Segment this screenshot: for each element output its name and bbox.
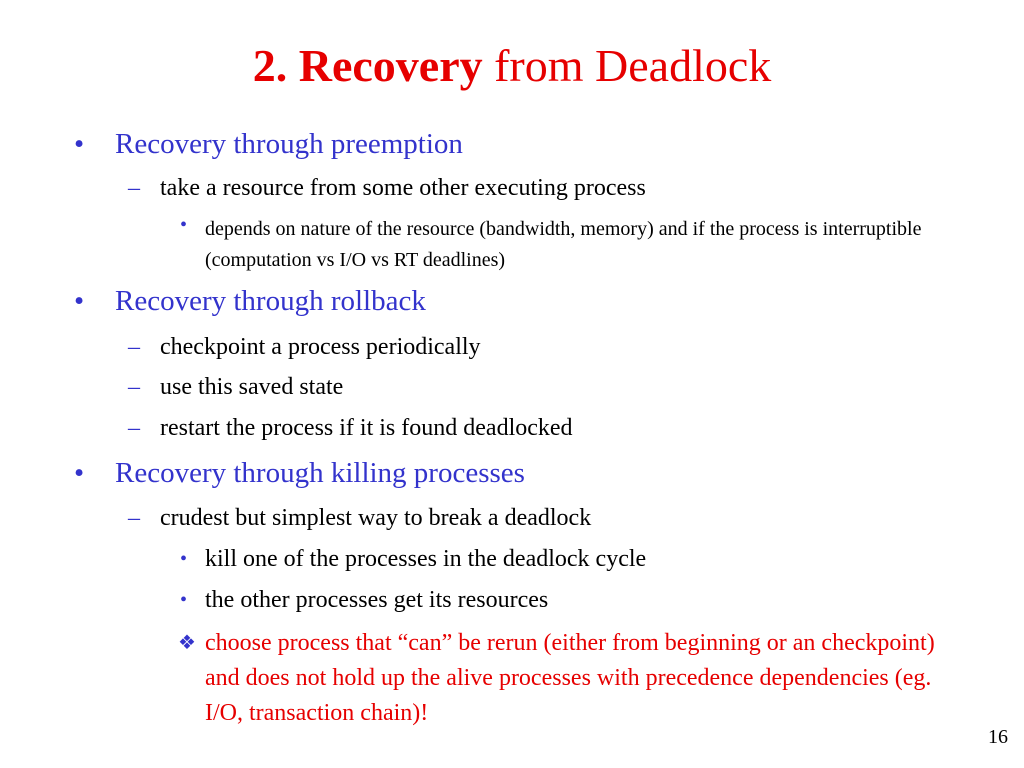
bullet-marker: •: [74, 457, 85, 489]
slide-title-bold: 2. Recovery: [252, 40, 483, 91]
slide-title-rest: from Deadlock: [494, 40, 772, 91]
diamond-bullet-icon: ❖: [178, 632, 196, 654]
detail-item-text: kill one of the processes in the deadlock cycle: [205, 546, 647, 572]
detail-item-text: depends on nature of the resource (bandwidth, memory) and if the process is interruptible (computation vs I/O vs RT deadlines): [205, 218, 922, 271]
small-bullet-marker: •: [180, 548, 188, 570]
sub-item-text: restart the process if it is found deadlocked: [160, 415, 573, 441]
small-bullet-marker: •: [180, 214, 188, 236]
sub-item-text: use this saved state: [160, 374, 344, 400]
sub-item-text: take a resource from some other executing process: [160, 175, 646, 201]
dash-marker: –: [128, 374, 140, 400]
dash-marker: –: [128, 415, 140, 441]
bullet-text: Recovery through preemption: [115, 128, 463, 160]
page-number: 16: [988, 726, 1008, 748]
sub-item-text: checkpoint a process periodically: [160, 334, 481, 360]
bullet-text: Recovery through rollback: [115, 285, 426, 317]
dash-marker: –: [128, 175, 140, 201]
dash-marker: –: [128, 505, 140, 531]
bullet-marker: •: [74, 285, 85, 317]
bullet-marker: •: [74, 128, 85, 160]
detail-item-text: the other processes get its resources: [205, 587, 549, 613]
sub-item-text: crudest but simplest way to break a deadlock: [160, 505, 592, 531]
detail-item-text-highlight: choose process that “can” be rerun (either from beginning or an checkpoint) and does not hold up the alive processes with precedence dependencies (eg. I/O, transaction chain)!: [205, 630, 935, 726]
slide-title: [0, 36, 1024, 96]
small-bullet-marker: •: [180, 589, 188, 611]
bullet-text: Recovery through killing processes: [115, 457, 525, 489]
dash-marker: –: [128, 334, 140, 360]
